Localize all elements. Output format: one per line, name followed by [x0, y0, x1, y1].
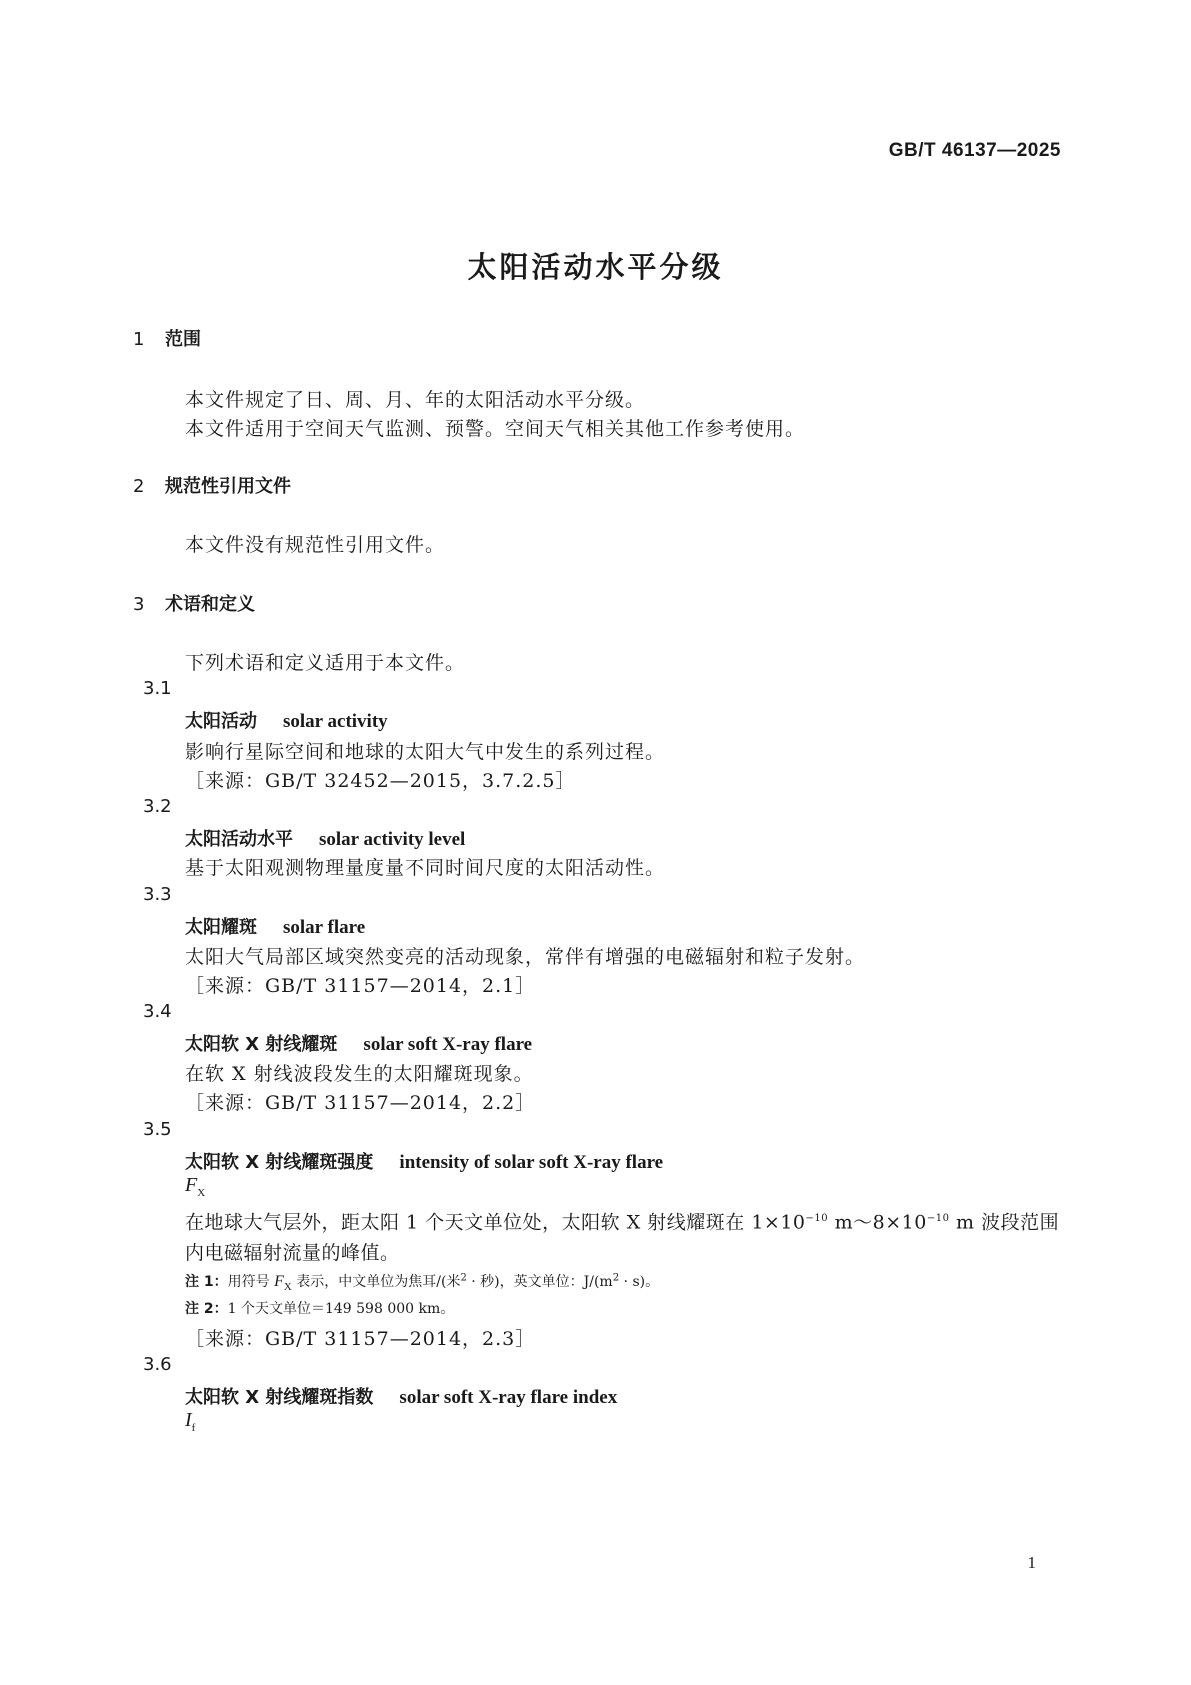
symbol-subscript: X — [197, 1187, 206, 1199]
term-source: ［来源：GB/T 31157—2014，2.1］ — [185, 975, 536, 997]
note-1 — [185, 1271, 659, 1293]
page-number: 1 — [1027, 1553, 1036, 1572]
term-number: 3.2 — [143, 796, 172, 817]
superscript: 2 — [612, 1272, 620, 1284]
standard-number: GB/T 46137—2025 — [888, 140, 1061, 161]
symbol-letter: F — [185, 1174, 198, 1196]
exponent: −10 — [926, 1213, 950, 1224]
term-en: solar activity — [283, 711, 388, 732]
superscript: 2 — [460, 1272, 467, 1284]
def-part: m～8×10 — [828, 1211, 927, 1234]
section-heading-3 — [133, 590, 255, 616]
paragraph: 下列术语和定义适用于本文件。 — [185, 652, 466, 674]
term-definition: 在软 X 射线波段发生的太阳耀斑现象。 — [185, 1063, 534, 1085]
term-zh: 太阳软 X 射线耀斑强度 — [185, 1152, 374, 1173]
term-number: 3.6 — [143, 1354, 172, 1375]
paragraph: 本文件规定了日、周、月、年的太阳活动水平分级。 — [185, 389, 646, 411]
term-heading — [185, 1148, 663, 1174]
paragraph: 本文件没有规范性引用文件。 — [185, 534, 446, 556]
paragraph: 本文件适用于空间天气监测、预警。空间天气相关其他工作参考使用。 — [185, 418, 806, 440]
section-number: 1 — [133, 329, 145, 350]
term-zh: 太阳耀斑 — [185, 917, 257, 938]
term-number: 3.1 — [143, 678, 172, 699]
document-title: 太阳活动水平分级 — [467, 250, 724, 284]
section-title: 范围 — [165, 329, 201, 350]
term-definition: 太阳大气局部区域突然变亮的活动现象，常伴有增强的电磁辐射和粒子发射。 — [185, 946, 866, 968]
term-en: solar soft X-ray flare — [363, 1034, 533, 1055]
term-zh: 太阳软 X 射线耀斑指数 — [185, 1387, 374, 1408]
term-zh: 太阳活动水平 — [185, 829, 293, 850]
term-heading — [185, 1030, 532, 1056]
term-definition: 基于太阳观测物理量度量不同时间尺度的太阳活动性。 — [185, 857, 666, 879]
term-en: solar activity level — [319, 829, 466, 850]
note-2 — [185, 1298, 454, 1318]
section-heading-1 — [133, 325, 201, 351]
note-text: 用符号 — [227, 1274, 275, 1290]
note-label: 注 2： — [185, 1301, 228, 1317]
term-heading — [185, 1383, 617, 1409]
term-zh: 太阳活动 — [185, 711, 257, 732]
note-text: · s)。 — [619, 1274, 660, 1290]
term-source: ［来源：GB/T 32452—2015，3.7.2.5］ — [185, 770, 576, 792]
term-source: ［来源：GB/T 31157—2014，2.2］ — [185, 1092, 536, 1114]
term-symbol — [185, 1409, 195, 1434]
term-heading — [185, 825, 465, 851]
term-en: solar soft X-ray flare index — [399, 1387, 618, 1408]
note-text: · 秒)，英文单位：J/(m — [466, 1274, 613, 1290]
section-number: 3 — [133, 594, 145, 615]
term-definition: 影响行星际空间和地球的太阳大气中发生的系列过程。 — [185, 741, 666, 763]
section-title: 规范性引用文件 — [165, 476, 291, 497]
term-number: 3.5 — [143, 1119, 172, 1140]
term-definition — [185, 1203, 1065, 1269]
note-text: 1 个天文单位＝149 598 000 km。 — [227, 1301, 455, 1317]
def-part: 在地球大气层外，距太阳 1 个天文单位处，太阳软 X 射线耀斑在 1×10 — [185, 1211, 806, 1234]
term-source: ［来源：GB/T 31157—2014，2.3］ — [185, 1328, 536, 1350]
symbol-subscript: f — [191, 1422, 196, 1434]
term-en: intensity of solar soft X-ray flare — [399, 1152, 664, 1173]
term-heading — [185, 707, 388, 733]
term-zh: 太阳软 X 射线耀斑 — [185, 1034, 338, 1055]
section-title: 术语和定义 — [165, 594, 255, 615]
term-number: 3.3 — [143, 884, 172, 905]
term-number: 3.4 — [143, 1001, 172, 1022]
term-heading — [185, 913, 365, 939]
term-en: solar flare — [283, 917, 366, 938]
note-symbol: F — [274, 1273, 284, 1290]
note-symbol-subscript: X — [283, 1281, 292, 1294]
note-label: 注 1： — [185, 1274, 228, 1290]
note-text: 表示，中文单位为焦耳/(米 — [291, 1274, 461, 1290]
symbol-letter: I — [185, 1409, 192, 1431]
def-part: m 波段范围内电磁辐射流量的峰值。 — [185, 1211, 1060, 1265]
section-number: 2 — [133, 476, 145, 497]
term-symbol — [185, 1174, 205, 1199]
exponent: −10 — [805, 1213, 829, 1224]
section-heading-2 — [133, 472, 291, 498]
